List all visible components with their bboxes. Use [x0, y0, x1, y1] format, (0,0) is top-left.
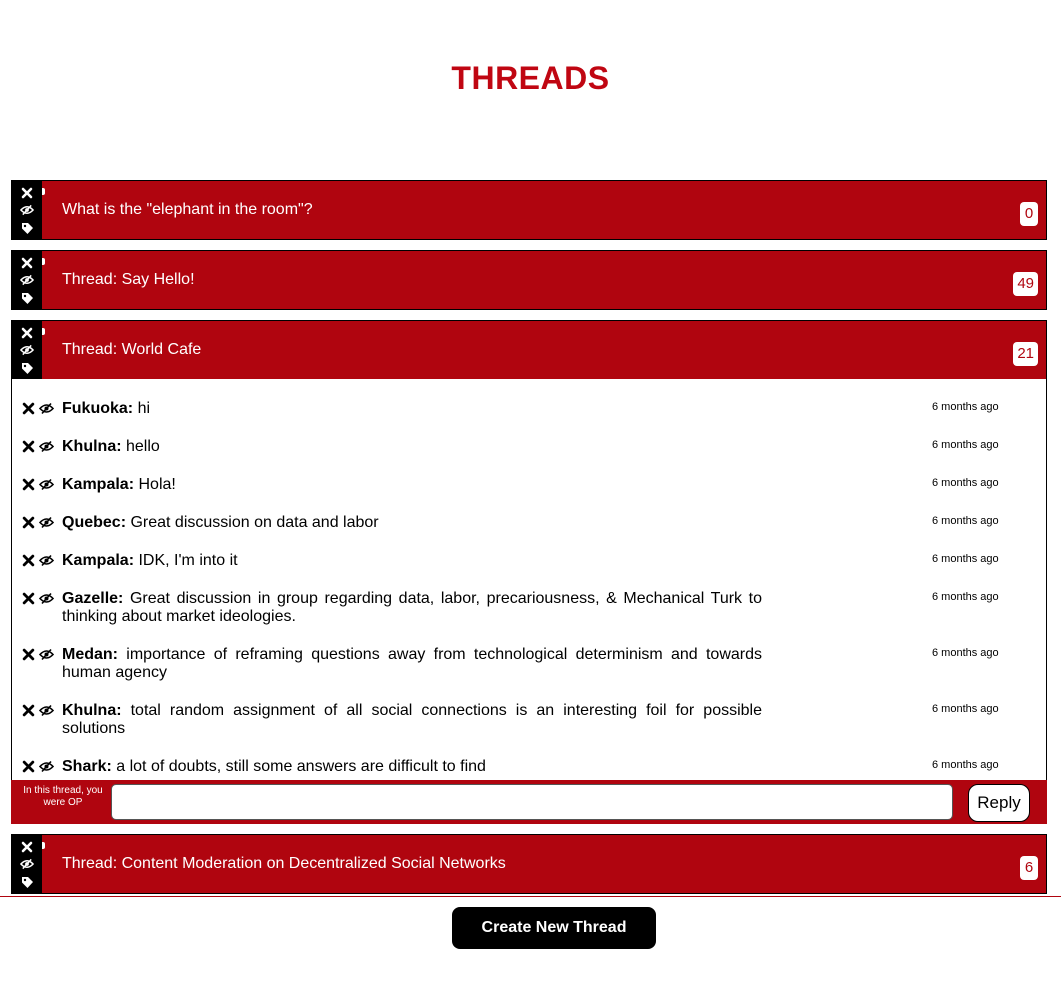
delete-icon[interactable]: [22, 760, 35, 778]
message-actions: [22, 402, 56, 416]
message-text: [62, 438, 762, 456]
reply-button[interactable]: Reply: [968, 784, 1030, 822]
hide-eye-icon[interactable]: [39, 760, 54, 778]
tag-icon[interactable]: [20, 361, 34, 375]
message-body: Great discussion in group regarding data, labor, precariousness, & Mechanical Turk to thinking about market ideologies.: [62, 590, 763, 625]
message-timestamp: 6 months ago: [932, 401, 999, 413]
message-count-badge: 6: [1020, 856, 1038, 880]
hide-eye-icon[interactable]: [39, 516, 54, 534]
thread-header[interactable]: [11, 250, 1047, 310]
message-timestamp: 6 months ago: [932, 553, 999, 565]
message-body: total random assignment of all social connections is an interesting foil for possible solutions: [62, 702, 762, 737]
close-icon[interactable]: [20, 840, 34, 854]
hide-eye-icon[interactable]: [39, 440, 54, 458]
hide-eye-icon[interactable]: [39, 402, 54, 420]
delete-icon[interactable]: [22, 704, 35, 722]
message-author: Khulna:: [62, 702, 122, 719]
message-text: [62, 552, 762, 570]
message-body: hi: [137, 400, 151, 417]
message-text: [62, 590, 762, 626]
tag-icon[interactable]: [20, 875, 34, 889]
message-author: Medan:: [62, 646, 118, 663]
create-new-thread-button[interactable]: Create New Thread: [452, 907, 656, 949]
message-actions: [22, 648, 56, 662]
message-text: [62, 400, 762, 418]
tag-icon[interactable]: [20, 291, 34, 305]
message-count-badge: 49: [1013, 272, 1038, 296]
hide-eye-icon[interactable]: [39, 648, 54, 666]
message-author: Khulna:: [62, 438, 122, 455]
message-actions: [22, 554, 56, 568]
hide-eye-icon[interactable]: [20, 203, 34, 217]
message-body: hello: [126, 438, 160, 455]
reply-input[interactable]: [111, 784, 953, 820]
delete-icon[interactable]: [22, 554, 35, 572]
hide-eye-icon[interactable]: [39, 478, 54, 496]
footer-divider: [0, 896, 1061, 897]
message-author: Shark:: [62, 758, 112, 775]
message-author: Gazelle:: [62, 590, 124, 607]
message-timestamp: 6 months ago: [932, 439, 999, 451]
delete-icon[interactable]: [22, 648, 35, 666]
message-text: [62, 702, 762, 738]
avatar-mark: [42, 258, 45, 265]
message-author: Kampala:: [62, 552, 135, 569]
message-body: Hola!: [138, 476, 176, 493]
message-text: [62, 758, 762, 776]
message-text: [62, 476, 762, 494]
message-text: [62, 646, 762, 682]
thread-header-open[interactable]: [11, 320, 1047, 380]
close-icon[interactable]: [20, 256, 34, 270]
message-timestamp: 6 months ago: [932, 477, 999, 489]
delete-icon[interactable]: [22, 592, 35, 610]
message-body: IDK, I'm into it: [138, 552, 238, 569]
thread-header[interactable]: [11, 834, 1047, 894]
message-count-badge: 21: [1013, 342, 1038, 366]
hide-eye-icon[interactable]: [39, 704, 54, 722]
delete-icon[interactable]: [22, 516, 35, 534]
delete-icon[interactable]: [22, 440, 35, 458]
message-body: a lot of doubts, still some answers are difficult to find: [116, 758, 486, 775]
hide-eye-icon[interactable]: [20, 273, 34, 287]
message-text: [62, 514, 762, 532]
thread-header[interactable]: [11, 180, 1047, 240]
close-icon[interactable]: [20, 326, 34, 340]
hide-eye-icon[interactable]: [39, 554, 54, 572]
reply-bar: [11, 780, 1047, 824]
message-actions: [22, 760, 56, 774]
hide-eye-icon[interactable]: [39, 592, 54, 610]
page-title: THREADS: [451, 60, 610, 96]
thread-title[interactable]: Thread: World Cafe: [62, 341, 202, 358]
message-actions: [22, 516, 56, 530]
hide-eye-icon[interactable]: [20, 857, 34, 871]
message-actions: [22, 704, 56, 718]
avatar-mark: [42, 328, 45, 335]
thread-controls: [12, 835, 42, 893]
message-body: Great discussion on data and labor: [130, 514, 379, 531]
thread-title[interactable]: What is the "elephant in the room"?: [62, 201, 313, 218]
delete-icon[interactable]: [22, 402, 35, 420]
message-timestamp: 6 months ago: [932, 591, 999, 603]
message-actions: [22, 440, 56, 454]
tag-icon[interactable]: [20, 221, 34, 235]
message-timestamp: 6 months ago: [932, 703, 999, 715]
thread-controls: [12, 181, 42, 239]
hide-eye-icon[interactable]: [20, 343, 34, 357]
message-list[interactable]: [11, 379, 1047, 780]
thread-controls: [12, 251, 42, 309]
op-note: In this thread, you were OP: [23, 785, 103, 808]
message-author: Fukuoka:: [62, 400, 134, 417]
thread-controls: [12, 321, 42, 379]
message-timestamp: 6 months ago: [932, 515, 999, 527]
message-timestamp: 6 months ago: [932, 647, 999, 659]
message-count-badge: 0: [1020, 202, 1038, 226]
avatar-mark: [42, 842, 45, 849]
thread-title[interactable]: Thread: Say Hello!: [62, 271, 195, 288]
message-timestamp: 6 months ago: [932, 759, 999, 771]
message-body: importance of reframing questions away from technological determinism and towards human agency: [62, 646, 763, 681]
thread-title[interactable]: Thread: Content Moderation on Decentralized Social Networks: [62, 855, 506, 872]
message-actions: [22, 592, 56, 606]
avatar-mark: [42, 188, 45, 195]
message-author: Quebec:: [62, 514, 127, 531]
message-author: Kampala:: [62, 476, 135, 493]
message-actions: [22, 478, 56, 492]
delete-icon[interactable]: [22, 478, 35, 496]
close-icon[interactable]: [20, 186, 34, 200]
